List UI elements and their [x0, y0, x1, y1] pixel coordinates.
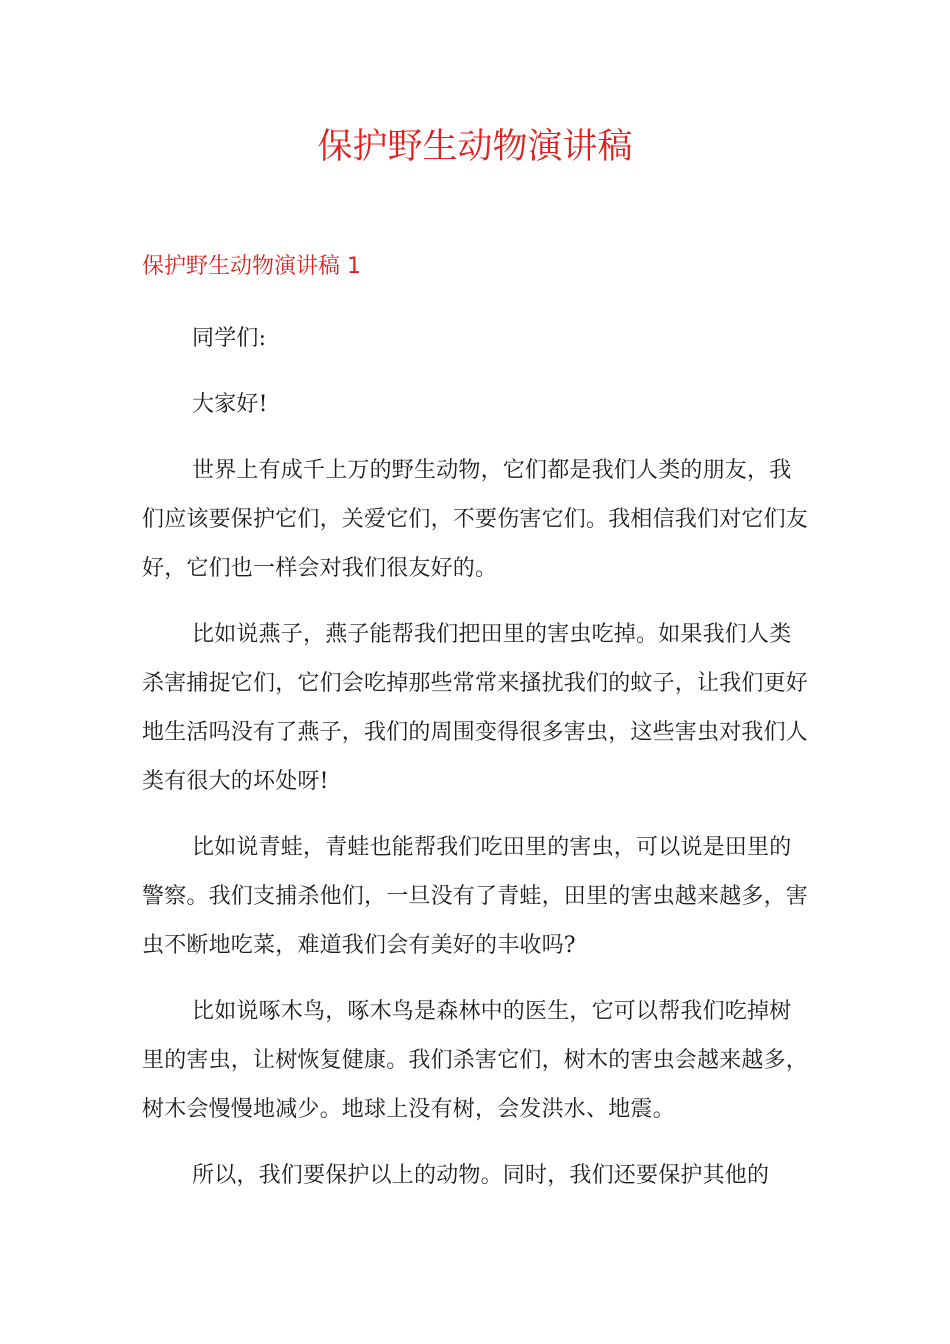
document-body: [142, 314, 810, 1217]
paragraph: 世界上有成千上万的野生动物，它们都是我们人类的朋友，我们应该要保护它们，关爱它们，不要伤害它们。我相信我们对它们友好，它们也一样会对我们很友好的。: [142, 458, 809, 581]
greeting: 大家好!: [192, 392, 268, 417]
paragraph: 比如说啄木鸟，啄木鸟是森林中的医生，它可以帮我们吃掉树里的害虫，让树恢复健康。我们杀害它们，树木的害虫会越来越多，树木会慢慢地减少。地球上没有树，会发洪水、地震。: [142, 999, 809, 1122]
document-title: 保护野生动物演讲稿: [317, 127, 633, 167]
section-heading: 保护野生动物演讲稿 1: [142, 254, 361, 279]
salutation: 同学们:: [192, 326, 267, 351]
paragraph: 比如说青蛙，青蛙也能帮我们吃田里的害虫，可以说是田里的警察。我们支捕杀他们，一旦没有了青蛙，田里的害虫越来越多，害虫不断地吃菜，难道我们会有美好的丰收吗?: [142, 835, 809, 958]
paragraph: 比如说燕子，燕子能帮我们把田里的害虫吃掉。如果我们人类杀害捕捉它们，它们会吃掉那些常常来搔扰我们的蚊子，让我们更好地生活吗没有了燕子，我们的周围变得很多害虫，这些害虫对我们人类有很大的坏处呀!: [142, 622, 809, 794]
paragraph: 所以，我们要保护以上的动物。同时，我们还要保护其他的: [192, 1163, 770, 1188]
